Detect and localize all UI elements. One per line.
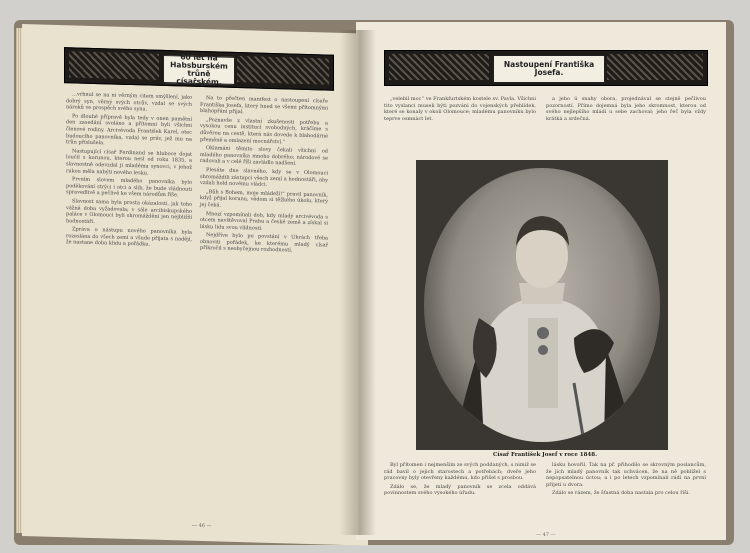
left-page-number: — 46 —: [192, 522, 212, 530]
ornament-left: [69, 51, 159, 80]
right-page-heading: Nastoupení Františka Josefa.: [503, 60, 595, 77]
portrait-figure: [424, 168, 660, 442]
portrait-caption: Císař František Josef v roce 1848.: [493, 452, 597, 458]
paragraph: Plesáte dne slavného, kdy se v Olomouci shromáždili zástupci všech zemí a hodnostáři, aby vzdali hold novému vládci.: [200, 167, 328, 188]
paragraph: Nastupující císař Ferdinand se hluboce dojat loučil s korunou, kterou nesl od roku 1835, a slavnostně odevzdal ji mladému synovci, v jehož rukou měla nabýti nového lesku.: [66, 148, 192, 177]
paragraph: Zdálo se rázem, že šťastná doba nastala pro celou říši.: [552, 490, 690, 497]
paragraph: …vrhnul se na ni věrným citem smýšlení, jako dobrý syn, věrný svých otcův, vzdal se svých nároků ve prospěch svého syna.: [66, 91, 192, 113]
right-column-4: [546, 462, 706, 530]
left-column-2: [200, 95, 328, 519]
paragraph: Byl přítomen i nejmenším ze svých poddaných, s nimiž se rád bavil o jejich starostech a potřebách; dveře jeho pracovny byly otevřeny každému, kdo přišel s prosbou.: [384, 462, 536, 482]
paragraph: Prvním slovem mladého panovníka bylo poděkování strýci i otci a slib, že bude vládnouti spravedlivě a pečlivě ke všem národům říše.: [66, 176, 192, 199]
right-page: [356, 22, 726, 540]
book-gutter: [340, 30, 376, 535]
right-banner-plate: [493, 55, 605, 83]
paragraph: „Poznavše z vlastní zkušenosti potřebu a vysokou cenu institucí svobodných, kráčíme s důvěrou na cestě, která nás dovede k blahodárné přeměně a omlazení mocnářství.“: [200, 116, 328, 145]
paragraph: Mnozí vzpomínali dob, kdy mladý arcivévoda s otcem navštěvoval Prahu a české země a získal si lásku lidu svou vlídností.: [200, 210, 328, 232]
paragraph: Slavnost sama byla prosta okázalosti, jak toho vážná doba vyžadovala; v sále arcibiskupského paláce v Olomouci byli shromážděni jen nejbližší hodnostáři.: [66, 198, 192, 225]
right-column-1: [384, 96, 536, 156]
paragraph: Na to přečten manifest o nastoupení císaře Františka Josefa, který hned se všemi přítomnými blahopřání přijal.: [200, 95, 328, 116]
left-page: [22, 24, 368, 546]
ornament-right: [237, 56, 329, 85]
paragraph: „velebil moc“ ve Frankfurtském kostele sv. Pavla. Všichni tito vyslanci museli býti pozváni do vojenských přehlídek, které se konaly v okolí Olomouce; mladému panovníku bylo teprve osmnáct let.: [384, 96, 536, 122]
right-page-number: — 47 —: [536, 532, 556, 538]
ornament-left: [389, 54, 489, 80]
paragraph: Oklamáni těmito slovy čekali všichni od mladého panovníka mnoho dobrého; národové se radovali a v celé říši zavládlo nadšení.: [200, 145, 328, 168]
right-column-2: [546, 96, 706, 156]
left-page-banner: [64, 47, 334, 91]
emperor-portrait: [424, 168, 660, 442]
left-page-heading: 60 let na Habsburském trůně císařském.: [170, 52, 228, 87]
left-column-1: [66, 91, 192, 515]
left-banner-plate: [163, 52, 235, 87]
paragraph: Zpráva o nástupu nového panovníka byla rozeslána do všech zemí a všude přijata s nadějí, že nastane doba klidu a pořádku.: [66, 226, 192, 249]
paragraph: a jeho ú snahy obora, projednával se stejně pečlivou pozorností. Přímo dojemná byla jeho skromnost, kterou od svého nejlepšího mládí u sebe zachoval; jeho řeč byla vždy krátká a srdečná.: [546, 96, 706, 122]
paragraph: Zdálo se, že mladý panovník se zcela oddává povinnostem svého vysokého úřadu.: [384, 483, 536, 497]
portrait-frame: [416, 160, 668, 450]
right-page-banner: [384, 50, 708, 86]
right-column-3: [384, 462, 536, 530]
paragraph: lásku hovořil. Tak na př. přihodilo se skrovným poslancům, že jich mladý panovník tak uchvácen, že na ně pohlížel s nepopsatelnou úctou; a i po letech vzpomínali rádi na první přijetí u dvora.: [546, 462, 706, 488]
paragraph: „Bůh s Bohem, moje mládeži!“ pravil panovník, když přijal korunu, vědom si těžkého úkolu, který jej čeká.: [200, 188, 328, 209]
paragraph: Po dlouhé přípravě byla tedy v onen pamětní den zasedání svoláno a přítomni byli všichni členové rodiny. Arcivévoda František Karel, otec budoucího panovníka, vzdal se práv, jež mu na trůn příslušela.: [66, 113, 192, 147]
paragraph: Nejdříve bylo po povstání v Uhrách třeba obnoviti pořádek, ke kterému mladý císař přikročil s neobyčejnou rozhodností.: [200, 232, 328, 255]
ornament-right: [607, 54, 703, 80]
